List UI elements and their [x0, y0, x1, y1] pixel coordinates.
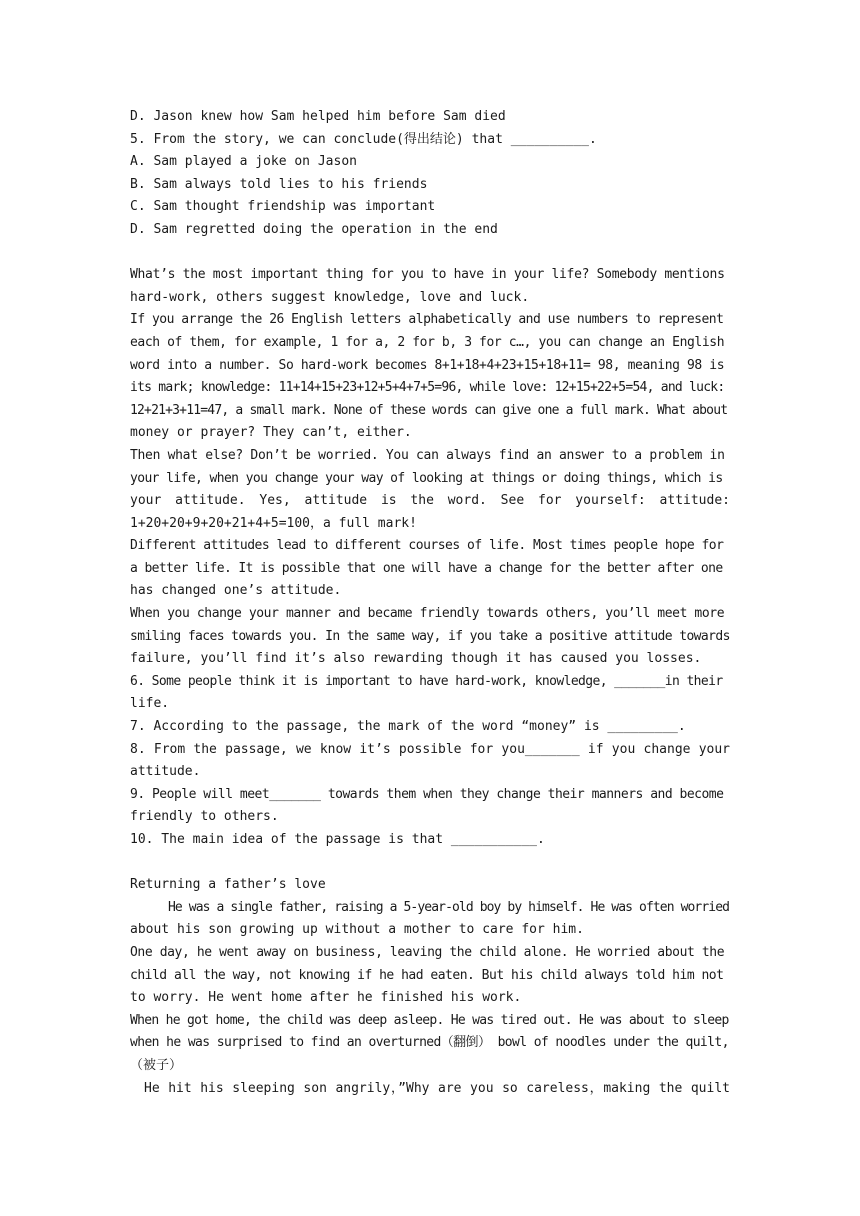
passage3-title: Returning a father’s love [130, 877, 326, 893]
passage2-line: money or prayer? They can’t, either. [130, 425, 412, 441]
passage3-line: child all the way, not knowing if he had eaten. But his child always told him not [130, 967, 724, 983]
passage3-line: One day, he went away on business, leaving the child alone. He worried about the [130, 944, 725, 960]
passage2-line: If you arrange the 26 English letters alphabetically and use numbers to represent [130, 312, 724, 328]
passage2-line: smiling faces towards you. In the same way, if you take a positive attitude towards [130, 628, 730, 644]
question-6: 6. Some people think it is important to have hard-work, knowledge, _______in their [130, 673, 723, 689]
passage2-line: What’s the most important thing for you to have in your life? Somebody mentions [130, 267, 725, 283]
passage2-line: a better life. It is possible that one will have a change for the better after one [130, 560, 723, 576]
question-8: 8. From the passage, we know it’s possible for you_______ if you change your [130, 741, 730, 757]
passage2-line: 1+20+20+9+20+21+4+5=100，a full mark! [130, 515, 417, 531]
q5-option-a: A. Sam played a joke on Jason [130, 154, 357, 170]
blank-line [130, 242, 730, 265]
passage3-line: （被子） [130, 1057, 183, 1073]
passage2-line: word into a number. So hard-work becomes 8+1+18+4+23+15+18+11= 98, meaning 98 is [130, 357, 725, 373]
passage2-line: its mark; knowledge: 11+14+15+23+12+5+4+7+5=96, while love: 12+15+22+5=54, and luck: [130, 380, 725, 396]
q5-option-d: D. Sam regretted doing the operation in the end [130, 221, 498, 237]
passage2-line: hard-work, others suggest knowledge, love and luck. [130, 289, 530, 305]
blank-line [130, 852, 730, 875]
question-7: 7. According to the passage, the mark of the word “money” is _________. [130, 719, 686, 735]
q5-option-b: B. Sam always told lies to his friends [130, 176, 428, 192]
passage2-line: 12+21+3+11=47, a small mark. None of these words can give one a full mark. What about [130, 402, 728, 418]
passage3-line: When he got home, the child was deep asleep. He was tired out. He was about to sleep [130, 1012, 729, 1028]
passage2-line: your attitude. Yes, attitude is the word. See for yourself: attitude: [130, 493, 730, 509]
passage2-line: When you change your manner and became friendly towards others, you’ll meet more [130, 606, 725, 622]
passage2-line: Different attitudes lead to different courses of life. Most times people hope for [130, 538, 724, 554]
passage3-line: He was a single father, raising a 5-year-old boy by himself. He was often worried [168, 899, 730, 915]
passage2-line: your life, when you change your way of looking at things or doing things, which is [130, 470, 723, 486]
q4-option-d: D. Jason knew how Sam helped him before Sam died [130, 109, 506, 124]
passage3-line: when he was surprised to find an overturned（翻倒） bowl of noodles under the quilt, [130, 1035, 729, 1051]
question-6-cont: life. [130, 696, 170, 712]
passage3-line: He hit his sleeping son angrily，”Why are you so careless，making the quilt [144, 1080, 730, 1096]
passage2-line: each of them, for example, 1 for a, 2 for b, 3 for c…, you can change an English [130, 334, 725, 350]
passage3-line: to worry. He went home after he finished his work. [130, 990, 522, 1006]
question-8-cont: attitude. [130, 764, 201, 780]
passage3-line: about his son growing up without a mother to care for him. [130, 922, 584, 938]
q5-question: 5. From the story, we can conclude(得出结论) that __________. [130, 131, 597, 147]
question-10: 10. The main idea of the passage is that ___________. [130, 832, 545, 847]
q5-option-c: C. Sam thought friendship was important [130, 199, 436, 215]
passage2-line: failure, you’ll find it’s also rewarding though it has caused you losses. [130, 651, 702, 667]
passage2-line: has changed one’s attitude. [130, 583, 342, 599]
question-9-cont: friendly to others. [130, 809, 279, 825]
document-page [130, 106, 730, 1100]
question-9: 9. People will meet_______ towards them when they change their manners and become [130, 786, 724, 802]
passage2-line: Then what else? Don’t be worried. You can always find an answer to a problem in [130, 447, 725, 463]
